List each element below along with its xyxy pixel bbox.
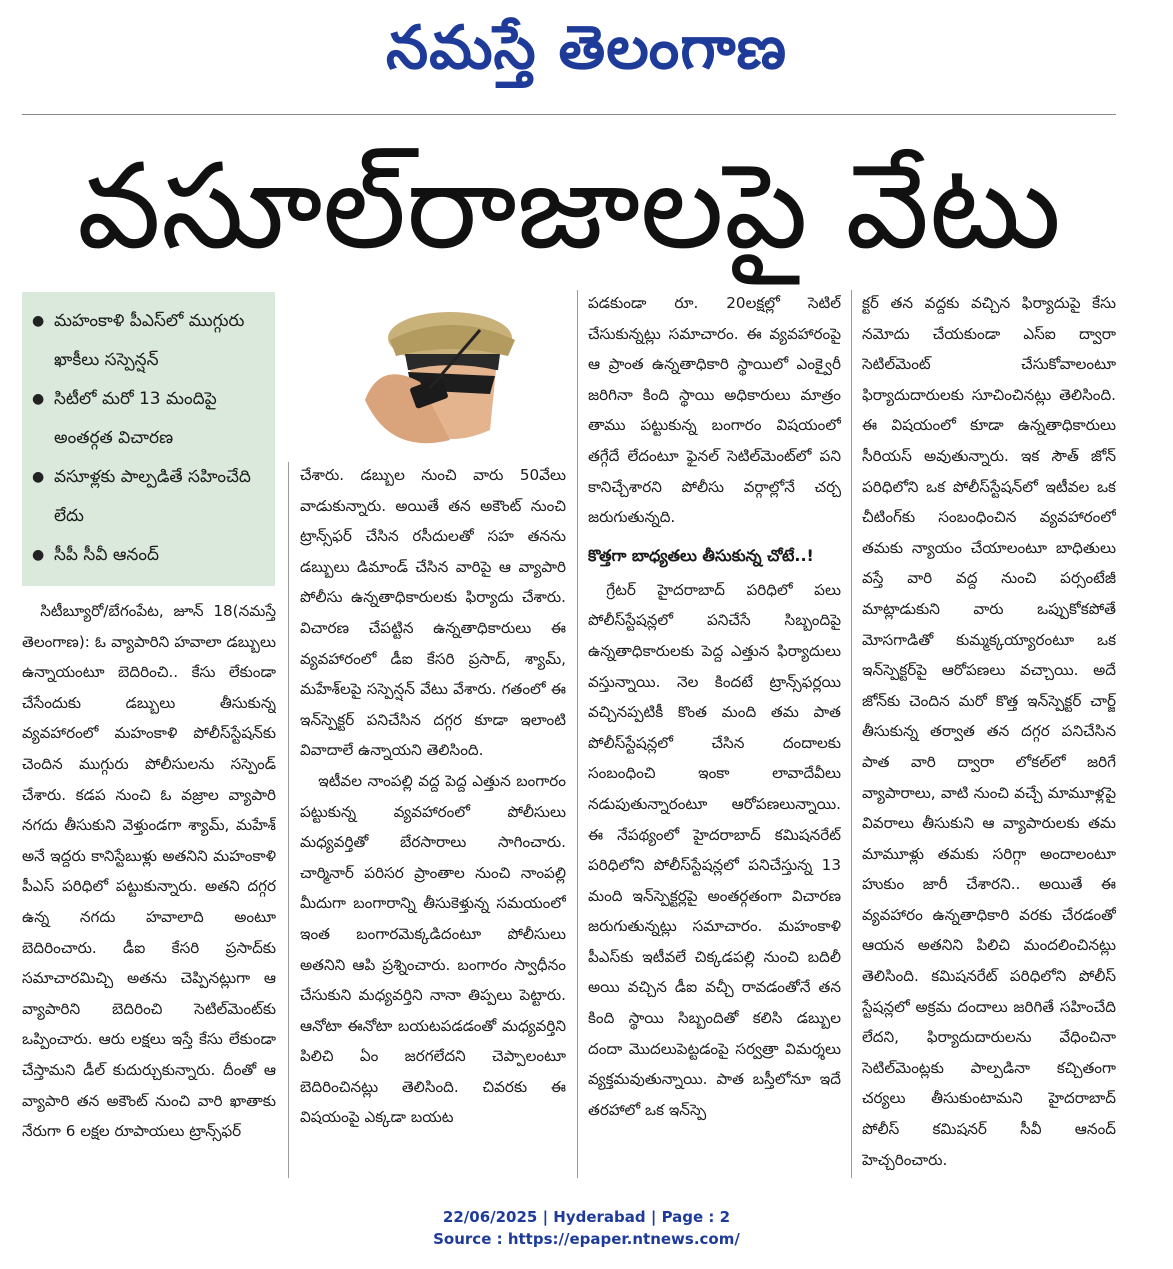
paragraph: గ్రేటర్‌ హైదరాబాద్‌ పరిధిలో పలు పోలీస్‌స్టేషన్లలో పనిచేసే సిబ్బందిపై ఉన్నతాధికారులకు పెద్ద ఎత్తున ఫిర్యాదులు వస్తున్నాయి. నెల కిందటే ట్రాన్స్‌ఫర్లయి వచ్చినప్పటికీ కొంత మంది తమ పాత పోలీస్‌స్టేషన్లలో చేసిన దందాలకు సంబంధించి ఇంకా లావాదేవీలు నడుపుతున్నారంటూ ఆరోపణలున్నాయి. ఈ నేపథ్యంలో హైదరాబాద్‌ కమిషనరేట్‌ పరిధిలోని పోలీస్‌స్టేషన్లలో పనిచేస్తున్న 13 మంది ఇన్‌స్పెక్టర్లపై అంతర్గతంగా విచారణ జరుగుతున్నట్లు సమాచారం. మహంకాళి పీఎస్‌కు ఇటీవలే చిక్కడపల్లి నుంచి బదిలీ అయి వచ్చిన డీఐ వచ్చీ రావడంతోనే తన కింది స్థాయి సిబ్బందితో కలిసి డబ్బుల దందా మొదలుపెట్టడంపై సర్వత్రా విమర్శలు వ్యక్తమవుతున్నాయి. పాత బస్తీలోనూ ఇదే తరహాలో ఒక ఇన్‌స్పె <box>588 580 841 1119</box>
paragraph: ఇటీవల నాంపల్లి వద్ద పెద్ద ఎత్తున బంగారం పట్టుకున్న వ్యవహారంలో పోలీసులు మధ్యవర్తితో బేరసారాలు సాగించారు. చార్మినార్‌ పరిసర ప్రాంతాల నుంచి నాంపల్లి మీదుగా బంగారాన్ని తీసుకెళ్తున్న సమయంలో ఇంత బంగారమెక్కడిదంటూ పోలీసులు అతనిని ఆపి ప్రశ్నించారు. బంగారం స్వాధీనం చేసుకుని మధ్యవర్తిని నానా తిప్పలు పెట్టారు. ఆనోటా ఈనోటా బయటపడడంతో మధ్యవర్తిని పిలిచి ఏం జరగలేదని చెప్పాలంటూ బెదిరించినట్లు తెలిసింది. చివరకు ఈ విషయంపై ఎక్కడా బయట <box>300 771 566 1127</box>
subheading: కొత్తగా బాధ్యతలు తీసుకున్న చోటే..! <box>588 545 814 565</box>
article-column-4 <box>862 288 1116 1186</box>
paragraph: సిటీబ్యూరో/బేగంపేట, జూన్‌ 18(నమస్తే తెలంగాణ): ఓ వ్యాపారిని హవాలా డబ్బులు ఉన్నాయంటూ బెదిరించి.. కేసు లేకుండా చేసేందుకు డబ్బులు తీసుకున్న వ్యవహారంలో మహంకాళి పోలీస్‌స్టేషన్‌కు చెందిన ముగ్గురు పోలీసులను సస్పెండ్‌ చేశారు. కడప నుంచి ఓ వజ్రాల వ్యాపారి నగదు తీసుకుని వెళ్తుండగా శ్యామ్‌, మహేశ్‌ అనే ఇద్దరు కానిస్టేబుళ్లు అతనిని మహంకాళి పీఎస్‌ పరిధిలో పట్టుకున్నారు. అతని దగ్గర ఉన్న నగదు హవాలాది అంటూ బెదిరించారు. డీఐ కేసరి ప్రసాద్‌కు సమాచారమిచ్చి అతను చెప్పినట్లుగా ఆ వ్యాపారిని బెదిరించి సెటిల్‌మెంట్‌కు ఒప్పించారు. ఆరు లక్షలు ఇస్తే కేసు లేకుండా చేస్తామని డీల్‌ కుదుర్చుకున్నారు. దీంతో ఆ వ్యాపారి తన అకౌంట్‌ నుంచి వారి ఖాతాకు నేరుగా 6 లక్షల రూపాయలు ట్రాన్స్‌ఫర్‌ <box>22 602 276 1141</box>
highlight-item: ● సీపీ సీవీ ఆనంద్‌ <box>32 536 269 575</box>
footer <box>0 1206 1173 1250</box>
paragraph: క్టర్‌ తన వద్దకు వచ్చిన ఫిర్యాదుపై కేసు నమోదు చేయకుండా ఎస్‌ఐ ద్వారా సెటిల్‌మెంట్‌ చేసుకోవాలంటూ ఫిర్యాదుదారులకు సూచించినట్లు తెలిసింది. ఈ విషయంలో కూడా ఉన్నతాధికారులు సీరియస్‌ అవుతున్నారు. ఇక సౌత్‌ జోన్‌ పరిధిలోని ఒక పోలీస్‌స్టేషన్‌లో ఇటీవల ఒక చీటింగ్‌కు సంబంధించిన వ్యవహారంలో తమకు న్యాయం చేయాలంటూ బాధితులు వస్తే వారి వద్ద నుంచి పర్సంటేజీ మాట్లాడుకుని వారు ఒప్పుకోకపోతే మోసగాడితో కుమ్మక్కయ్యారంటూ ఒక ఇన్‌స్పెక్టర్‌పై ఆరోపణలు వచ్చాయి. అదే జోన్‌కు చెందిన మరో కొత్త ఇన్‌స్పెక్టర్‌ చార్జ్‌ తీసుకున్న తర్వాత తన దగ్గర పనిచేసిన పాత వారి ద్వారా లోకల్‌లో జరిగే వ్యాపారాలు, వాటి నుంచి వచ్చే మామూళ్లపై వివరాలు తీసుకుని ఆ వ్యాపారులకు తమ మామూళ్లు తమకు సరిగ్గా అందాలంటూ హుకుం జారీ చేశారని.. అయితే ఈ వ్యవహారం ఉన్నతాధికారి వరకు చేరడంతో ఆయన అతనిని పిలిచి మందలించినట్లు తెలిసింది. కమిషనరేట్‌ పరిధిలోని పోలీస్‌ స్టేషన్లలో అక్రమ దందాలు జరిగితే సహించేది లేదని, ఫిర్యాదుదారులను వేధించినా సెటిల్‌మెంట్లకు పాల్పడినా కచ్చితంగా చర్యలు తీసుకుంటామని హైదరాబాద్‌ పోలీస్‌ కమిషనర్‌ సీవీ ఆనంద్‌ హెచ్చరించారు. <box>862 294 1116 1169</box>
column-divider <box>851 290 852 1178</box>
footer-date-line: 22/06/2025 | Hyderabad | Page : 2 <box>442 1208 731 1226</box>
paragraph: పడకుండా రూ. 20లక్షల్లో సెటిల్‌ చేసుకున్నట్లు సమాచారం. ఈ వ్యవహారంపై ఆ ప్రాంత ఉన్నతాధికారి స్థాయిలో ఎంక్వైరీ జరిగినా కింది స్థాయి అధికారులు మాత్రం తాము పట్టుకున్న బంగారం విషయంలో తగ్గేదే లేదంటూ ఫైనల్‌ సెటిల్‌మెంట్‌లో పని కానిచ్చేశారని పోలీసు వర్గాల్లోనే చర్చ జరుగుతున్నది. <box>588 294 841 527</box>
bullet-icon: ● <box>32 313 45 329</box>
article-column-3 <box>588 288 841 1186</box>
headline: వసూల్‌రాజాలపై వేటు <box>76 137 1062 275</box>
article-column-2 <box>300 460 566 1186</box>
bullet-icon: ● <box>32 469 45 485</box>
masthead-divider <box>22 114 1116 115</box>
bullet-icon: ● <box>32 547 45 563</box>
column-divider <box>577 290 578 1178</box>
column-divider <box>288 462 289 1178</box>
paragraph: చేశారు. డబ్బుల నుంచి వారు 50వేలు వాడుకున్నారు. అయితే తన అకౌంట్‌ నుంచి ట్రాన్స్‌ఫర్‌ చేసిన రసీదులతో సహ తనను డబ్బులు డిమాండ్‌ చేసిన వారిపై ఆ వ్యాపారి పోలీసు ఉన్నతాధికారులకు ఫిర్యాదు చేశారు. విచారణ చేపట్టిన ఉన్నతాధికారులు ఈ వ్యవహారంలో డీఐ కేసరి ప్రసాద్‌, శ్యామ్‌, మహేశ్‌లపై సస్పెన్షన్‌ వేటు వేశారు. గతంలో ఈ ఇన్‌స్పెక్టర్‌ పనిచేసిన దగ్గర కూడా ఇలాంటి వివాదాలే ఉన్నాయని తెలిసింది. <box>300 466 566 760</box>
highlight-item: ● సిటీలో మరో 13 మందిపై అంతర్గత విచారణ <box>32 380 269 458</box>
police-officer-phone-illustration <box>330 290 530 450</box>
masthead-logo: నమస్తే తెలంగాణ <box>385 13 788 83</box>
highlights-box <box>22 292 275 586</box>
footer-source-link[interactable]: Source : https://epaper.ntnews.com/ <box>433 1230 740 1248</box>
article-column-1 <box>22 596 276 1186</box>
highlight-item: ● వసూళ్లకు పాల్పడితే సహించేది లేదు <box>32 458 269 536</box>
bullet-icon: ● <box>32 391 45 407</box>
highlight-item: ● మహంకాళి పీఎస్‌లో ముగ్గురు ఖాకీలు సస్పెన్షన్‌ <box>32 302 269 380</box>
